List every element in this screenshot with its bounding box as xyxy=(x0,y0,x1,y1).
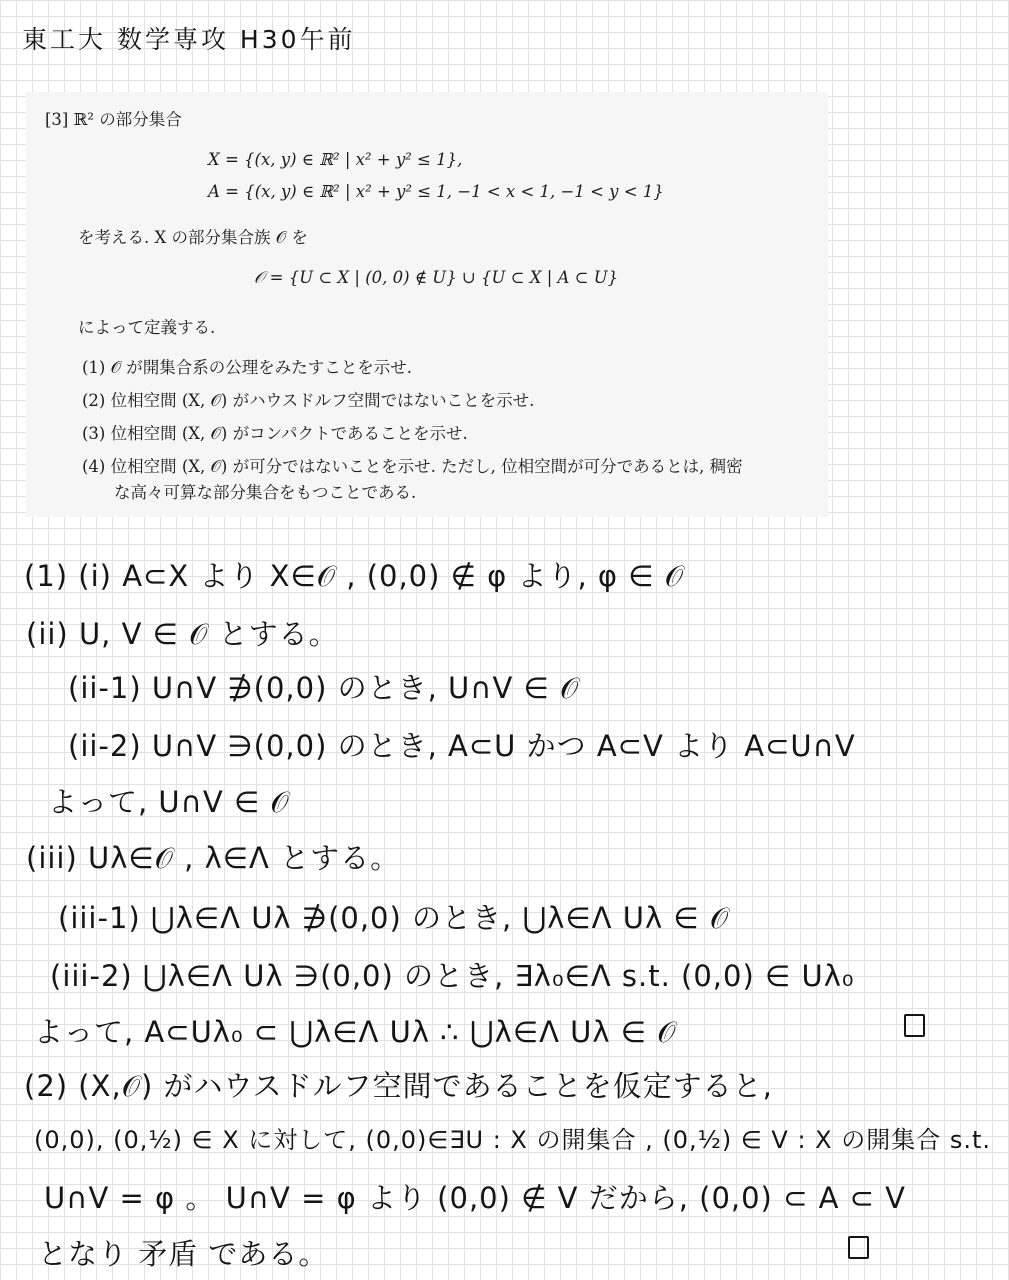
solution-line-9: よって, A⊂Uλ₀ ⊂ ⋃λ∈Λ Uλ ∴ ⋃λ∈Λ Uλ ∈ 𝒪 xyxy=(34,1015,677,1049)
consider-text: を考える. X の部分集合族 𝒪 を xyxy=(78,228,308,247)
solution-line-3: (ii-1) U∩V ∌(0,0) のとき, U∩V ∈ 𝒪 xyxy=(68,671,580,705)
solution-line-7: (iii-1) ⋃λ∈Λ Uλ ∌(0,0) のとき, ⋃λ∈Λ Uλ ∈ 𝒪 xyxy=(58,901,730,935)
problem-intro: [3] ℝ² の部分集合 xyxy=(45,110,182,129)
question-1: (1) 𝒪 が開集合系の公理をみたすことを示せ. xyxy=(82,358,413,377)
solution-line-1: (1) (i) A⊂X より X∈𝒪 , (0,0) ∉ φ より, φ ∈ 𝒪 xyxy=(24,559,685,593)
question-3: (3) 位相空間 (X, 𝒪) がコンパクトであることを示せ. xyxy=(82,424,468,443)
solution-line-4: (ii-2) U∩V ∋(0,0) のとき, A⊂U かつ A⊂V より A⊂U∩V xyxy=(68,729,856,763)
problem-statement xyxy=(26,92,828,517)
solution-line-12: U∩V = φ 。 U∩V = φ より (0,0) ∉ V だから, (0,0) ⊂ A ⊂ V xyxy=(44,1181,907,1215)
solution-line-8: (iii-2) ⋃λ∈Λ Uλ ∋(0,0) のとき, ∃λ₀∈Λ s.t. (0,0) ∈ Uλ₀ xyxy=(50,959,855,993)
solution-line-6: (iii) Uλ∈𝒪 , λ∈Λ とする。 xyxy=(26,841,401,875)
solution-line-10: (2) (X,𝒪) がハウスドルフ空間であることを仮定すると, xyxy=(24,1069,773,1103)
solution-line-13: となり 矛盾 である。 xyxy=(38,1237,329,1271)
solution-line-2: (ii) U, V ∈ 𝒪 とする。 xyxy=(26,617,339,651)
defined-text: によって定義する. xyxy=(78,318,216,337)
qed-box-2 xyxy=(848,1236,869,1259)
question-4-line-2: な高々可算な部分集合をもつことである. xyxy=(114,483,417,502)
qed-box-1 xyxy=(904,1014,925,1037)
set-a-definition: A = {(x, y) ∈ ℝ² | x² + y² ≤ 1, −1 < x < 1, −1 < y < 1} xyxy=(208,182,664,201)
solution-line-5: よって, U∩V ∈ 𝒪 xyxy=(48,785,290,819)
family-o-definition: 𝒪 = {U ⊂ X | (0, 0) ∉ U} ∪ {U ⊂ X | A ⊂ U} xyxy=(254,268,619,287)
set-x-definition: X = {(x, y) ∈ ℝ² | x² + y² ≤ 1}, xyxy=(208,150,463,169)
solution-line-11: (0,0), (0,½) ∈ X に対して, (0,0)∈∃U : X の開集合 , (0,½) ∈ V : X の開集合 s.t. xyxy=(34,1126,992,1154)
question-2: (2) 位相空間 (X, 𝒪) がハウスドルフ空間ではないことを示せ. xyxy=(82,391,535,410)
question-4-line-1: (4) 位相空間 (X, 𝒪) が可分ではないことを示せ. ただし, 位相空間が可分であるとは, 稠密 xyxy=(82,457,743,476)
page-title: 東工大 数学専攻 H30午前 xyxy=(22,25,356,54)
